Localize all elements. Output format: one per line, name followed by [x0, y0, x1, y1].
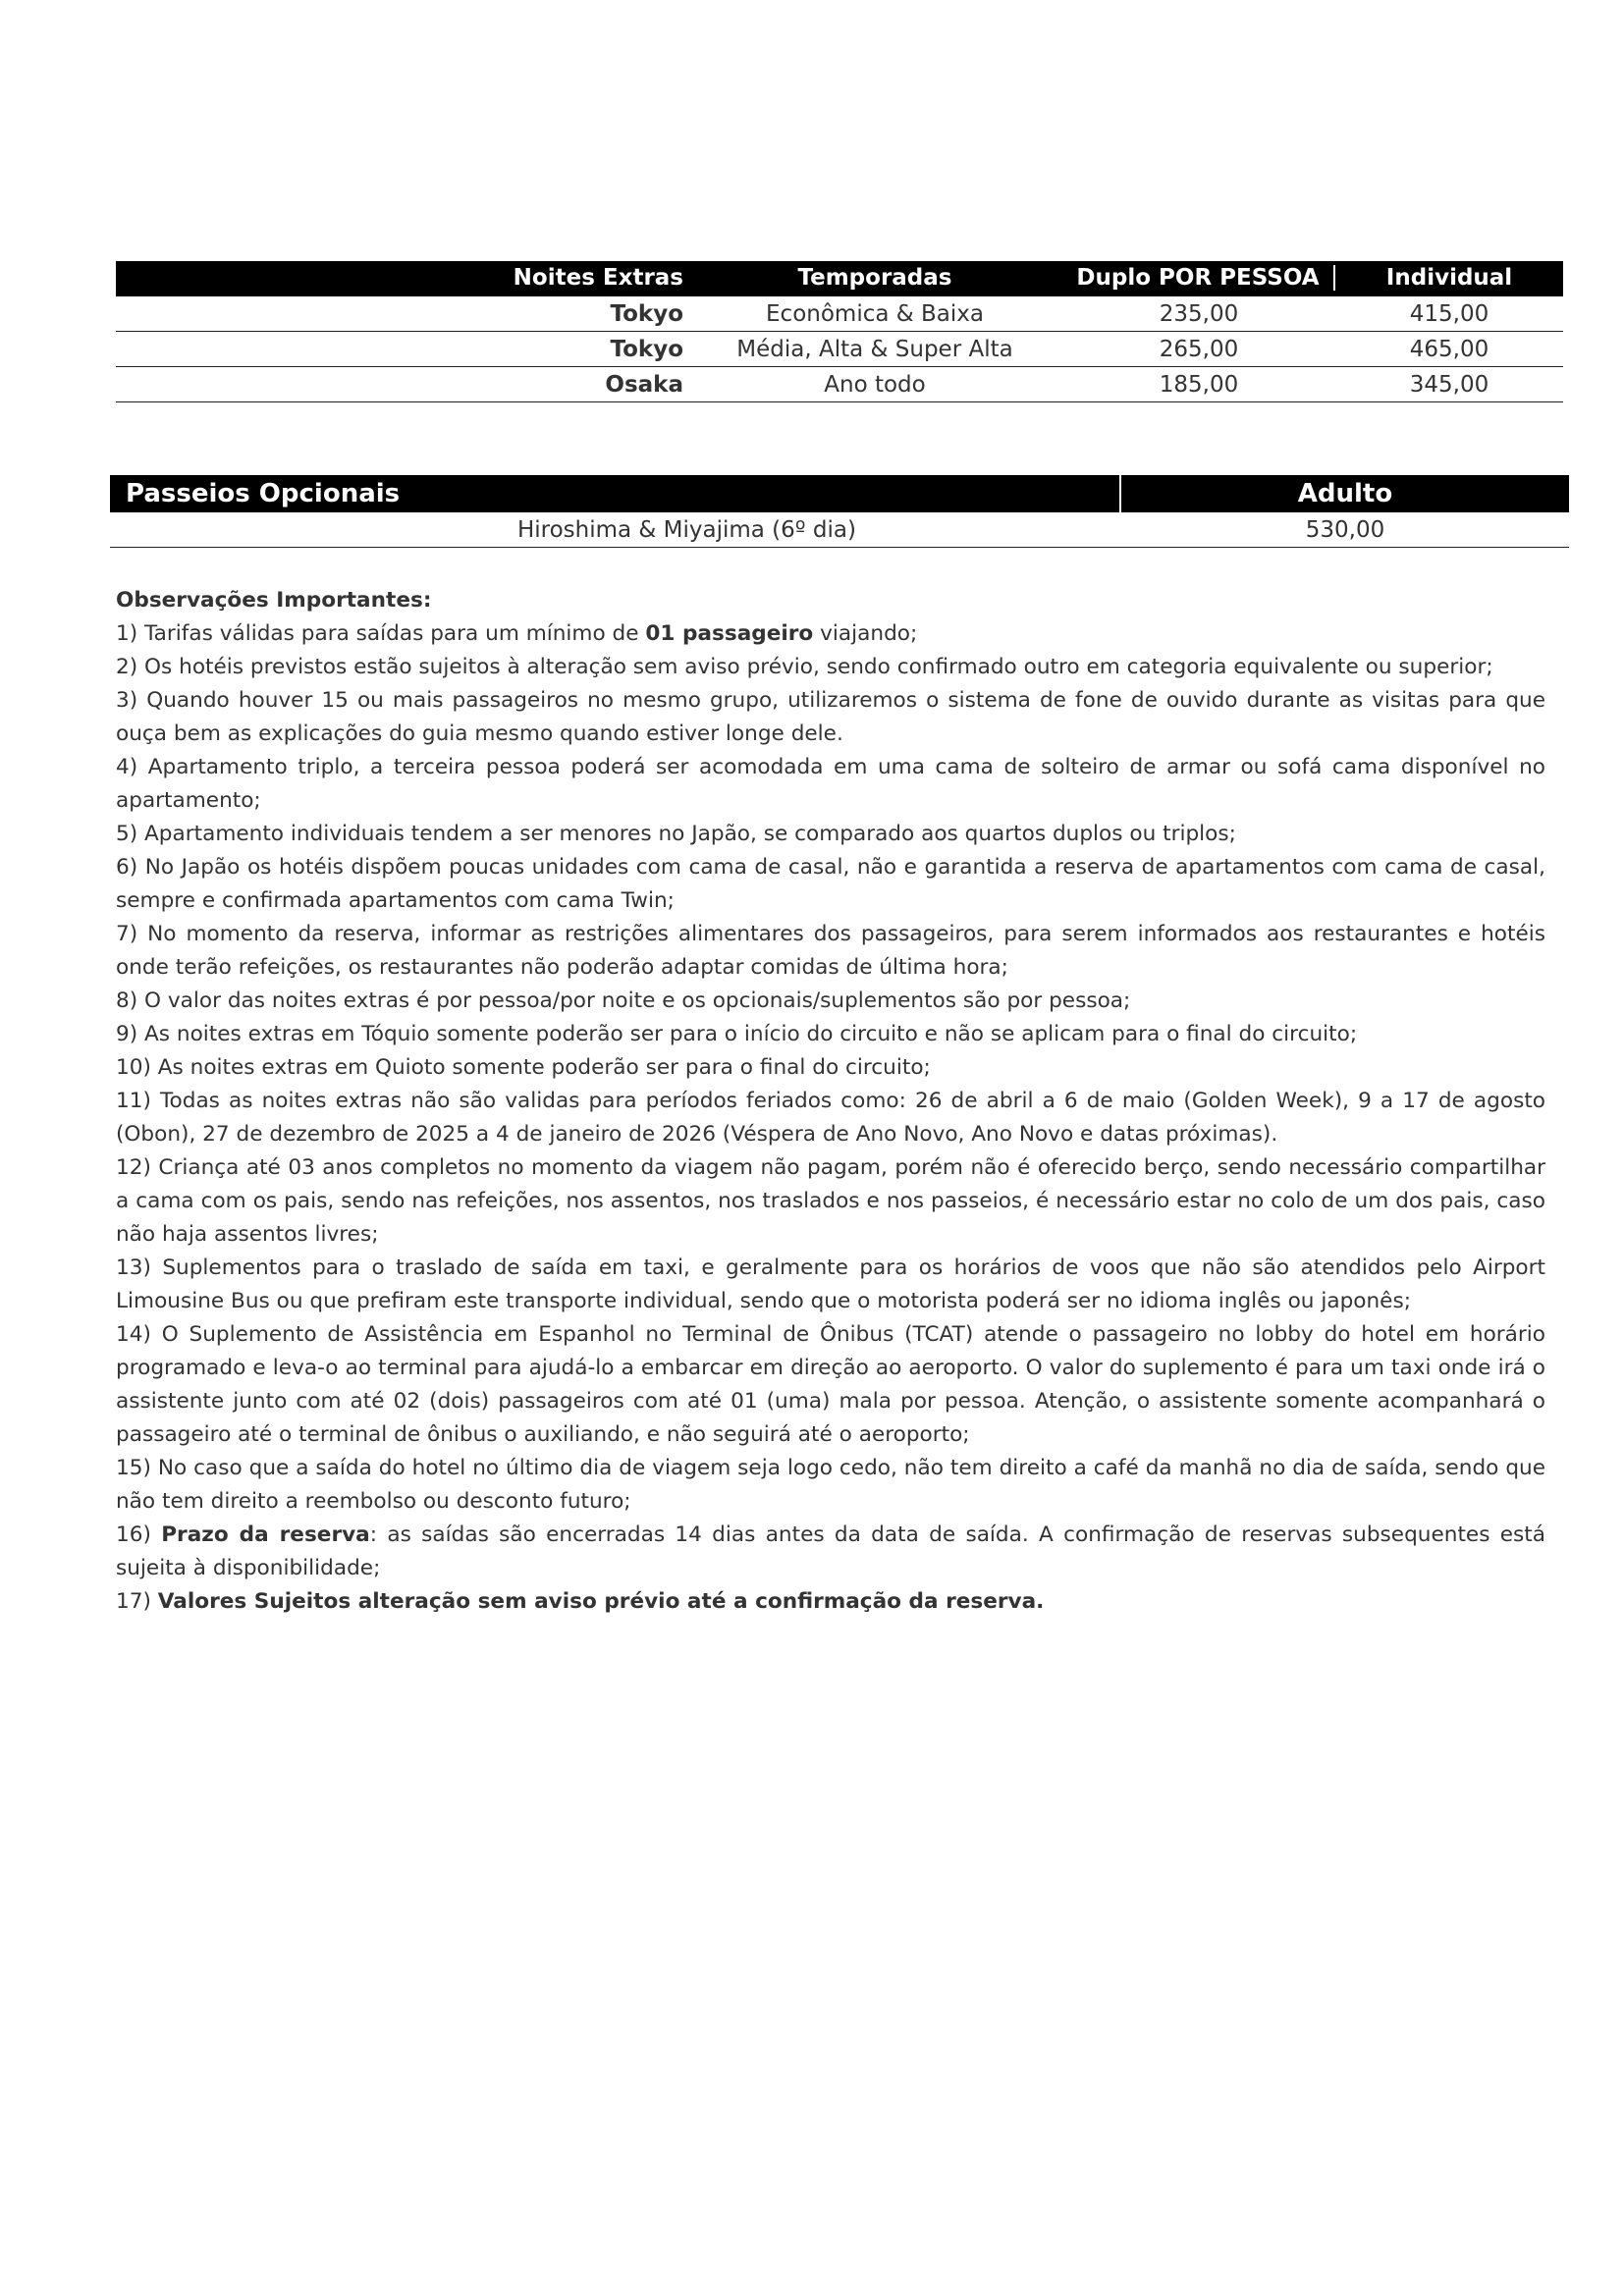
note-item: 14) O Suplemento de Assistência em Espanhol no Terminal de Ônibus (TCAT) atende o passageiro no lobby do hotel em horário programado e leva-o ao terminal para ajudá-lo a embarcar em direção ao aeroporto. O valor do suplemento é para um taxi onde irá o assistente junto com até 02 (dois) passageiros com até 01 (uma) mala por pessoa. Atenção, o assistente somente acompanhará o passageiro até o terminal de ônibus o auxiliando, e não seguirá até o aeroporto;	[116, 1322, 1545, 1447]
note-item: 15) No caso que a saída do hotel no último dia de viagem seja logo cedo, não tem direito a café da manhã no dia de saída, sendo que não tem direito a reembolso ou desconto futuro;	[116, 1456, 1545, 1514]
adult-price-cell: 530,00	[1305, 516, 1385, 543]
note-item: 16) Prazo da reserva: as saídas são encerradas 14 dias antes da data de saída. A confirmação de reservas subsequentes está sujeita à disponibilidade;	[116, 1522, 1545, 1580]
tour-name-cell: Hiroshima & Miyajima (6º dia)	[516, 516, 856, 543]
optional-tours-table	[110, 475, 1569, 548]
single-price-cell: 465,00	[1409, 336, 1489, 362]
notes-title: Observações Importantes:	[116, 588, 432, 613]
double-price-cell: 235,00	[1159, 300, 1239, 327]
single-price-cell: 345,00	[1409, 371, 1489, 398]
table-row	[116, 367, 1563, 402]
header-single: Individual	[1385, 265, 1513, 291]
note-item: 10) As noites extras em Quioto somente poderão ser para o final do circuito;	[116, 1055, 931, 1080]
header-seasons: Temporadas	[797, 265, 952, 291]
note-item: 2) Os hotéis previstos estão sujeitos à alteração sem aviso prévio, sendo confirmado outro em categoria equivalente ou superior;	[116, 655, 1493, 679]
double-price-cell: 185,00	[1159, 371, 1239, 398]
city-cell: Tokyo	[610, 336, 683, 362]
header-optional-tours: Passeios Opcionais	[110, 475, 1121, 512]
extra-nights-table	[116, 261, 1563, 402]
note-item: 6) No Japão os hotéis dispõem poucas unidades com cama de casal, não e garantida a reserva de apartamentos com cama de casal, sempre e confirmada apartamentos com cama Twin;	[116, 855, 1545, 913]
note-item: 5) Apartamento individuais tendem a ser menores no Japão, se comparado aos quartos duplos ou triplos;	[116, 822, 1236, 846]
city-cell: Osaka	[605, 371, 683, 398]
table-row	[116, 332, 1563, 367]
season-cell: Econômica & Baixa	[766, 300, 984, 327]
header-adult: Adulto	[1297, 479, 1393, 508]
note-item: 4) Apartamento triplo, a terceira pessoa poderá ser acomodada em uma cama de solteiro de armar ou sofá cama disponível no apartamento;	[116, 755, 1545, 813]
table-row	[116, 296, 1563, 332]
season-cell: Ano todo	[824, 371, 926, 398]
note-item: 3) Quando houver 15 ou mais passageiros no mesmo grupo, utilizaremos o sistema de fone de ouvido durante as visitas para que ouça bem as explicações do guia mesmo quando estiver longe dele.	[116, 688, 1545, 746]
season-cell: Média, Alta & Super Alta	[736, 336, 1013, 362]
important-notes	[116, 584, 1545, 1619]
header-extra-nights: Noites Extras	[513, 265, 683, 291]
optional-tours-header-row	[110, 475, 1569, 512]
double-price-cell: 265,00	[1159, 336, 1239, 362]
note-item: 7) No momento da reserva, informar as restrições alimentares dos passageiros, para serem informados aos restaurantes e hotéis onde terão refeições, os restaurantes não poderão adaptar comidas de última hora;	[116, 922, 1545, 980]
single-price-cell: 415,00	[1409, 300, 1489, 327]
header-double-per-person: Duplo POR PESSOA	[1062, 265, 1335, 291]
table-row	[110, 512, 1569, 548]
note-item: 8) O valor das noites extras é por pessoa/por noite e os opcionais/suplementos são por pessoa;	[116, 988, 1131, 1013]
note-item: 12) Criança até 03 anos completos no momento da viagem não pagam, porém não é oferecido berço, sendo necessário compartilhar a cama com os pais, sendo nas refeições, nos assentos, nos traslados e nos passeios, é necessário estar no colo de um dos pais, caso não haja assentos livres;	[116, 1155, 1545, 1247]
note-item: 13) Suplementos para o traslado de saída em taxi, e geralmente para os horários de voos que não são atendidos pelo Airport Limousine Bus ou que prefiram este transporte individual, sendo que o motorista poderá ser no idioma inglês ou japonês;	[116, 1255, 1545, 1313]
note-item: 11) Todas as noites extras não são validas para períodos feriados como: 26 de abril a 6 de maio (Golden Week), 9 a 17 de agosto (Obon), 27 de dezembro de 2025 a 4 de janeiro de 2026 (Véspera de Ano Novo, Ano Novo e datas próximas).	[116, 1089, 1545, 1147]
note-item: 1) Tarifas válidas para saídas para um mínimo de 01 passageiro viajando;	[116, 621, 918, 646]
city-cell: Tokyo	[610, 300, 683, 327]
note-item: 9) As noites extras em Tóquio somente poderão ser para o início do circuito e não se aplicam para o final do circuito;	[116, 1022, 1358, 1046]
note-item: 17) Valores Sujeitos alteração sem aviso prévio até a confirmação da reserva.	[116, 1589, 1045, 1614]
extra-nights-header-row	[116, 261, 1563, 296]
